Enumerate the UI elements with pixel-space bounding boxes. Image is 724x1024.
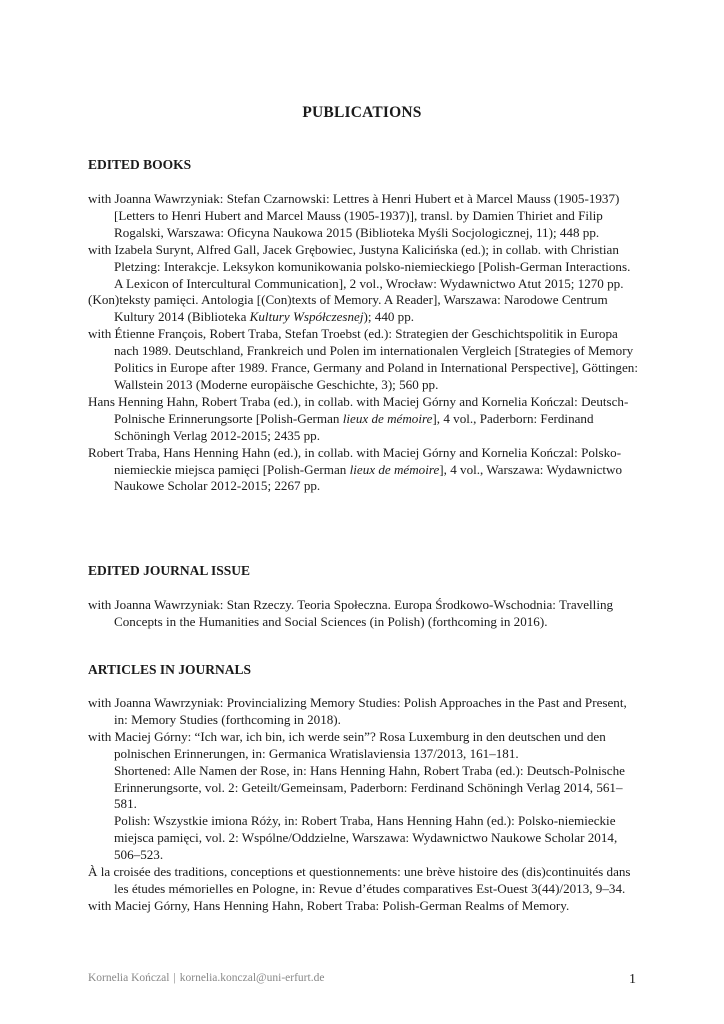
entry-text-segment: ], 4 vol., Paderborn: Ferdinand Schöningh Verlag 2012-2015; 2435 pp. — [114, 410, 594, 443]
entry-text-segment: Hans Henning Hahn, Robert Traba (ed.), in collab. with Maciej Górny and Kornelia Kończal: Deutsch-Polnische Erinnerungsorte [Polish-German — [88, 393, 629, 426]
publication-entry — [88, 695, 640, 729]
entry-text-segment: with Joanna Wawrzyniak: Stefan Czarnowski: Lettres à Henri Hubert et à Marcel Mauss (1905-1937) [Letters to Henri Hubert and Marcel Mauss (1905-1937)], transl. by Damien Thiriet and Filip Rogalski, Warszawa: Oficyna Naukowa 2015 (Biblioteka Myśli Socjologicznej, 11); 448 pp. — [88, 191, 620, 240]
footer-author: Kornelia Kończal — [88, 972, 170, 984]
entry-text-segment: with Maciej Górny: “Ich war, ich bin, ich werde sein”? Rosa Luxemburg in den deutschen und den polnischen Erinnerungen, in: Germanica Wratislaviensia 137/2013, 161–181. — [88, 728, 606, 761]
entry-text-segment: Robert Traba, Hans Henning Hahn (ed.), in collab. with Maciej Górny and Kornelia Kończal: Polsko-niemieckie miejsca pamięci [Polish-German — [88, 444, 622, 477]
section-heading-edited-books: EDITED BOOKS — [88, 157, 192, 172]
entry-text-segment: Polish: Wszystkie imiona Róży, in: Robert Traba, Hans Henning Hahn (ed.): Polsko-niemieckie miejsca pamięci, vol. 2: Wspólne/Oddzielne, Warszawa: Wydawnictwo Naukowe Scholar 2014, 506–523. — [114, 813, 618, 863]
entry-text-segment: with Izabela Surynt, Alfred Gall, Jacek Grębowiec, Justyna Kalicińska (ed.); in collab. with Christian Pletzing: Interakcje. Leksykon komunikowania polsko-niemieckiego [Polish-German Interactions. A Lexicon of Intercultural Communication], 2 vol., Wrocław: Wydawnictwo Atut 2015; 1270 pp. — [88, 241, 631, 291]
publication-entry — [88, 445, 640, 496]
entry-text-segment: with Joanna Wawrzyniak: Stan Rzeczy. Teoria Społeczna. Europa Środkowo-Wschodnia: Travelling Concepts in the Humanities and Social Sciences (in Polish) (forthcoming in 2016). — [88, 597, 614, 629]
footer-separator: | — [173, 972, 176, 984]
publication-entry — [88, 898, 640, 915]
section-heading-articles-in-journals: ARTICLES IN JOURNALS — [88, 662, 252, 677]
page-number: 1 — [629, 972, 636, 987]
articles-in-journals-list — [88, 695, 640, 915]
entry-text-segment: with Joanna Wawrzyniak: Provincializing Memory Studies: Polish Approaches in the Past and Present, in: Memory Studies (forthcoming in 2018). — [88, 695, 627, 727]
footer-email: kornelia.konczal@uni-erfurt.de — [179, 972, 325, 984]
section-heading-edited-journal-issue: EDITED JOURNAL ISSUE — [88, 563, 251, 578]
entry-text-segment: with Étienne François, Robert Traba, Stefan Troebst (ed.): Strategien der Geschichtspolitik in Europa nach 1989. Deutschland, Frankreich und Polen im internationalen Vergleich [Strategies of Memory Politics in Europe after 1989. France, Germany and Poland in International Perspective], Göttingen: Wallstein 2013 (Moderne europäische Geschichte, 3); 560 pp. — [88, 326, 638, 392]
publication-entry — [88, 813, 640, 864]
edited-journal-issue-list — [88, 597, 640, 631]
entry-text-segment: À la croisée des traditions, conceptions et questionnements: une brève histoire des (dis)continuités dans les études mémorielles en Pologne, in: Revue d’études comparatives Est-Ouest 3(44)/2013, 9–34. — [88, 864, 631, 896]
publication-entry — [88, 394, 640, 445]
publication-entry — [88, 763, 640, 814]
italic-title-segment: Kultury Współczesnej — [249, 309, 364, 325]
publication-entry — [88, 242, 640, 293]
page-title: PUBLICATIONS — [302, 104, 422, 121]
entry-text-segment: with Maciej Górny, Hans Henning Hahn, Robert Traba: Polish-German Realms of Memory. — [88, 897, 570, 913]
publication-entry — [88, 597, 640, 631]
entry-text-segment: ); 440 pp. — [363, 309, 415, 325]
italic-title-segment: lieux de mémoire — [349, 461, 440, 477]
italic-title-segment: lieux de mémoire — [342, 410, 433, 426]
publication-entry — [88, 729, 640, 763]
edited-books-list — [88, 191, 640, 495]
entry-text-segment: ], 4 vol., Warszawa: Wydawnictwo Naukowe Scholar 2012-2015; 2267 pp. — [114, 461, 623, 494]
entry-text-segment: Shortened: Alle Namen der Rose, in: Hans Henning Hahn, Robert Traba (ed.): Deutsch-Polnische Erinnerungsorte, vol. 2: Geteilt/Gemeinsam, Paderborn: Ferdinand Schöningh Verlag 2014, 561–581. — [114, 762, 625, 812]
publication-entry — [88, 191, 640, 242]
entry-text-segment: (Kon)teksty pamięci. Antologia [(Con)texts of Memory. A Reader], Warszawa: Narodowe Centrum Kultury 2014 (Biblioteka — [88, 292, 608, 325]
publication-entry — [88, 292, 640, 326]
publication-entry — [88, 326, 640, 394]
publication-entry — [88, 864, 640, 898]
page-footer — [88, 972, 324, 984]
